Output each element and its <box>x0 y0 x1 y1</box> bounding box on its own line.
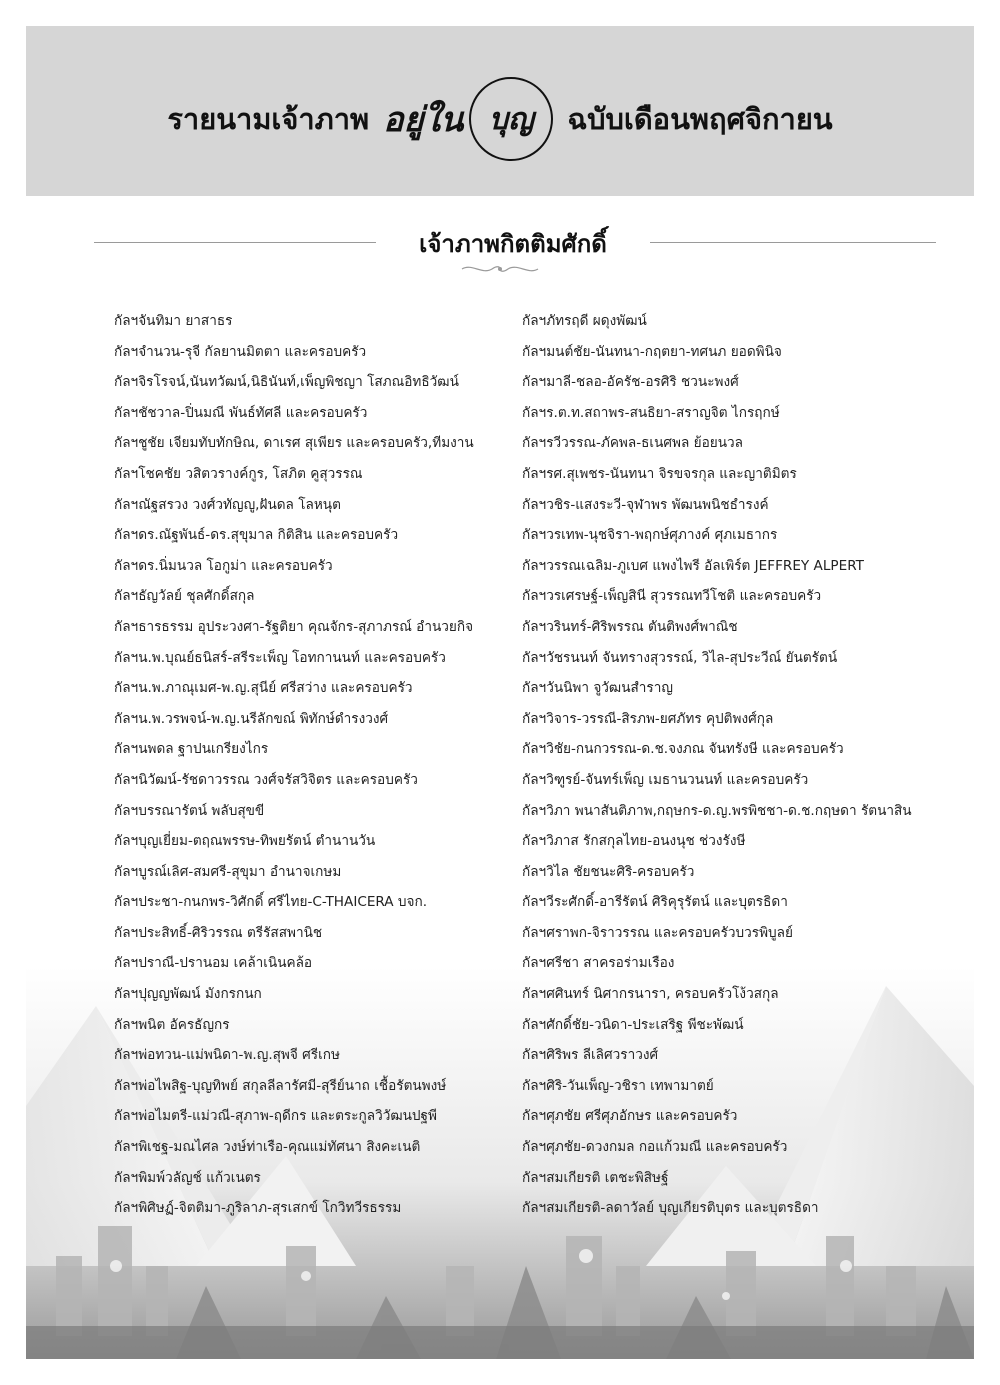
list-item: กัลฯน.พ.บุณย์ธนิสร์-สรีระเพ็ญ โอทกานนท์ และครอบครัว <box>114 649 446 666</box>
list-item: กัลฯรศ.สุเพชร-นันทนา จิรขจรกุล และญาติมิตร <box>522 465 797 482</box>
list-item: กัลฯศิริพร ลีเลิศวราวงศ์ <box>522 1047 659 1064</box>
list-item: กัลฯมนต์ชัย-นันทนา-กฤตยา-ทศนภ ยอดพินิจ <box>522 343 782 360</box>
list-item: กัลฯพิศิษฏ์-จิตติมา-ภูริลาภ-สุรเสกข์ โกวิทวีรธรรม <box>114 1200 402 1217</box>
list-item: กัลฯวิไล ชัยชนะศิริ-ครอบครัว <box>522 863 695 880</box>
logo-circle <box>469 77 553 161</box>
list-item: กัลฯชัชวาล-ปิ่นมณี พันธ์ทัศลี และครอบครัว <box>114 404 368 421</box>
list-item: กัลฯบรรณารัตน์ พลับสุขขี <box>114 802 265 819</box>
list-item: กัลฯบุญเยี่ยม-ตฤณพรรษ-ทิพยรัตน์ ตำนานวัน <box>114 833 376 850</box>
list-item: กัลฯสมเกียรติ เตชะพิสิษฐ์ <box>522 1169 669 1186</box>
list-item: กัลฯร.ต.ท.สถาพร-สนธิยา-สราญจิต ไกรฤกษ์ <box>522 404 780 421</box>
list-item: กัลฯศุภชัย ศรีศุภอักษร และครอบครัว <box>522 1108 738 1125</box>
list-item: กัลฯวัชรนนท์ จันทรางสุวรรณ์, วิไล-สุประวีณ์ ยันตรัตน์ <box>522 649 838 666</box>
list-item: กัลฯสมเกียรติ-ลดาวัลย์ บุญเกียรติบุตร และบุตรธิดา <box>522 1200 819 1217</box>
list-item: กัลฯปราณี-ปรานอม เคล้าเนินคล้อ <box>114 955 313 972</box>
list-item: กัลฯน.พ.วรพจน์-พ.ญ.นรีลักขณ์ พิทักษ์ดำรงวงศ์ <box>114 710 389 727</box>
list-item: กัลฯจำนวน-รุจี กัลยานมิตตา และครอบครัว <box>114 343 367 360</box>
header <box>26 74 974 164</box>
logo-circle-text: บุญ <box>489 101 534 137</box>
list-item: กัลฯพ่อไมตรี-แม่วณี-สุภาพ-ฤดีกร และตระกูลวิวัฒนปฐพี <box>114 1108 438 1125</box>
list-item: กัลฯศักดิ์ชัย-วนิดา-ประเสริฐ พีชะพัฒน์ <box>522 1016 744 1033</box>
list-item: กัลฯวิภาส รักสกุลไทย-อนงนุช ช่วงรังษี <box>522 833 746 850</box>
list-item: กัลฯนพดล ฐาปนเกรียงไกร <box>114 741 269 758</box>
list-item: กัลฯวิจาร-วรรณี-สิรภพ-ยศภัทร คุปติพงศ์กุล <box>522 710 774 727</box>
list-item: กัลฯพ่อทวน-แม่พนิดา-พ.ญ.สุพจี ศรีเกษ <box>114 1047 340 1064</box>
list-item: กัลฯวรินทร์-ศิริพรรณ ตันติพงศ์พาณิช <box>522 618 738 635</box>
list-item: กัลฯณัฐสรวง วงศ์วทัญญู,ฝันดล โลหนุต <box>114 496 341 513</box>
list-item: กัลฯธารธรรม อุประวงศา-รัฐติยา คุณจักร-สุภาภรณ์ อำนวยกิจ <box>114 618 474 635</box>
list-item: กัลฯวรรณเฉลิม-ภูเบศ แพงไพรี อัลเพิร์ต JEFFREY ALPERT <box>522 557 864 574</box>
list-item: กัลฯพิมพ์วลัญช์ แก้วเนตร <box>114 1169 261 1186</box>
header-title-left: รายนามเจ้าภาพ <box>167 102 370 136</box>
list-item: กัลฯศิริ-วันเพ็ญ-วชิรา เทพามาตย์ <box>522 1077 714 1094</box>
list-item: กัลฯวันนิพา จูวัฒนสำราญ <box>522 680 673 697</box>
list-item: กัลฯศรีชา สาครอร่ามเรือง <box>522 955 675 972</box>
left-name-list <box>114 306 514 1224</box>
list-item: กัลฯวิชัย-กนกวรรณ-ด.ช.จงภณ จันทรังษี และครอบครัว <box>522 741 844 758</box>
section-title: เจ้าภาพกิตติมศักดิ์ <box>419 230 607 258</box>
list-item: กัลฯวิฑูรย์-จันทร์เพ็ญ เมธานวนนท์ และครอบครัว <box>522 771 809 788</box>
list-item: กัลฯจันทิมา ยาสาธร <box>114 313 233 329</box>
divider-left <box>94 242 376 243</box>
list-item: กัลฯรวีวรรณ-ภัคพล-ธเนศพล ย้อยนวล <box>522 435 743 452</box>
list-item: กัลฯพ่อไพสิฐ-บุญทิพย์ สกุลลีลารัศมี-สุรีย์นาถ เชื้อรัตนพงษ์ <box>114 1077 447 1094</box>
list-item: กัลฯนิวัฒน์-รัชดาวรรณ วงศ์จรัสวิจิตร และครอบครัว <box>114 771 418 788</box>
list-item: กัลฯจิรโรจน์,นันทวัฒน์,นิธินันท์,เพ็ญพิชญา โสภณอิทธิวัฒน์ <box>114 374 459 391</box>
list-item: กัลฯภัทรฤดี ผดุงพัฒน์ <box>522 313 647 329</box>
list-item: กัลฯวิภา พนาสันติภาพ,กฤษกร-ด.ญ.พรพิชชา-ด.ช.กฤษดา รัตนาสิน <box>522 802 912 819</box>
list-item: กัลฯประชา-กนกพร-วิศักดิ์ ศรีไทย-C-THAICERA บจก. <box>114 894 428 911</box>
list-item: กัลฯศุภชัย-ดวงกมล กอแก้วมณี และครอบครัว <box>522 1139 788 1156</box>
list-item: กัลฯพิเชฐ-มณไศล วงษ์ท่าเรือ-คุณแม่ทัศนา สิงคะเนติ <box>114 1139 421 1156</box>
header-title-right: ฉบับเดือนพฤศจิกายน <box>567 102 833 136</box>
list-item: กัลฯโชคชัย วสิตวรางค์กูร, โสภิต คูสุวรรณ <box>114 465 363 482</box>
page <box>26 26 974 1359</box>
list-item: กัลฯบูรณ์เลิศ-สมศรี-สุขุมา อำนาจเกษม <box>114 863 342 880</box>
list-item: กัลฯธัญวัลย์ ชุลศักดิ์สกุล <box>114 588 255 605</box>
list-item: กัลฯพนิต อัครธัญกร <box>114 1016 230 1033</box>
list-item: กัลฯวรเศรษฐ์-เพ็ญสินี สุวรรณทวีโชติ และครอบครัว <box>522 588 822 605</box>
magazine-logo <box>383 77 553 161</box>
list-item: กัลฯดร.ณัฐพันธ์-ดร.สุขุมาล กิติสิน และครอบครัว <box>114 527 399 544</box>
list-item: กัลฯชูชัย เจียมทับทักษิณ, ดาเรศ สุเพียร และครอบครัว,ทีมงาน <box>114 435 474 452</box>
right-name-list <box>522 306 942 1224</box>
list-item: กัลฯน.พ.ภาณุเมศ-พ.ญ.สุนีย์ ศรีสว่าง และครอบครัว <box>114 680 413 697</box>
list-item: กัลฯศศินทร์ นิศากรนารา, ครอบครัวโง้วสกุล <box>522 986 779 1003</box>
flourish-ornament-icon <box>460 262 540 276</box>
list-item: กัลฯวชิร-แสงระวี-จุฬาพร พัฒนพนิชธำรงค์ <box>522 496 769 513</box>
list-item: กัลฯวีระศักดิ์-อารีรัตน์ ศิริคุรุรัตน์ และบุตรธิดา <box>522 894 788 911</box>
list-item: กัลฯปุญญพัฒน์ มังกรกนก <box>114 986 262 1003</box>
list-item: กัลฯศราพก-จิราวรรณ และครอบครัวบวรพิบูลย์ <box>522 924 793 941</box>
list-item: กัลฯวรเทพ-นุชจิรา-พฤกษ์ศุภางค์ ศุภเมธากร <box>522 527 778 544</box>
divider-right <box>650 242 936 243</box>
logo-word: อยู่ใน <box>383 100 464 140</box>
list-item: กัลฯดร.นิ่มนวล โอกูม่า และครอบครัว <box>114 557 333 574</box>
list-item: กัลฯประสิทธิ์-ศิริวรรณ ตรีรัสสพานิช <box>114 924 323 941</box>
list-item: กัลฯมาลี-ชลอ-อัครัช-อรศิริ ชวนะพงศ์ <box>522 374 739 391</box>
